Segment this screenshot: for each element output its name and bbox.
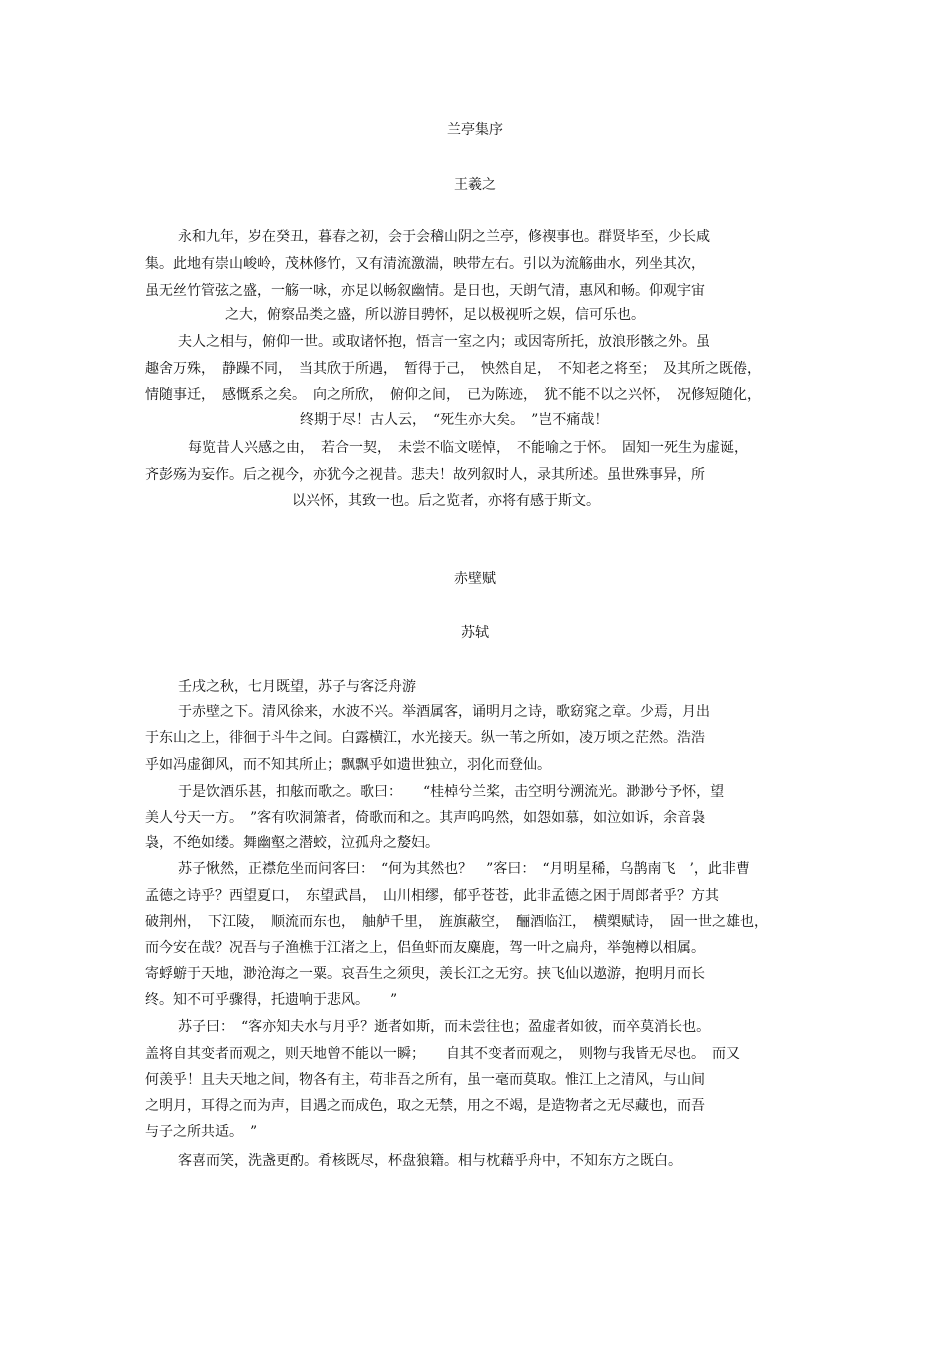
text-line: 孟德之诗乎？西望夏口， 东望武昌， 山川相缪，郁乎苍苍，此非孟德之困于周郎者乎？方其 [145, 888, 719, 904]
text-line: 以兴怀，其致一也。后之览者，亦将有感于斯文。 [292, 493, 600, 509]
essay2-author: 苏轼 [461, 625, 489, 641]
text-line: 苏子曰： “客亦知夫水与月乎？逝者如斯，而未尝往也；盈虚者如彼，而卒莫消长也。 [178, 1019, 711, 1035]
text-line: 于赤壁之下。清风徐来，水波不兴。举酒属客，诵明月之诗，歌窈窕之章。少焉，月出 [178, 704, 710, 720]
text-line: 苏子愀然，正襟危坐而问客曰： “何为其然也？ ”客曰： “月明星稀，乌鹊南飞 ’，此非曹 [178, 861, 750, 877]
text-line: 于是饮酒乐甚，扣舷而歌之。歌曰： “桂棹兮兰桨，击空明兮溯流光。渺渺兮予怀，望 [178, 784, 725, 800]
text-line: 客喜而笑，洗盏更酌。肴核既尽，杯盘狼籍。相与枕藉乎舟中，不知东方之既白。 [178, 1153, 682, 1169]
text-line: 之明月，耳得之而为声，目遇之而成色，取之无禁，用之不竭，是造物者之无尽藏也，而吾 [145, 1098, 705, 1114]
text-line: 永和九年，岁在癸丑，暮春之初，会于会稽山阴之兰亭，修禊事也。群贤毕至，少长咸 [178, 229, 710, 245]
essay1-title: 兰亭集序 [447, 122, 503, 138]
text-line: 集。此地有崇山峻岭，茂林修竹，又有清流激湍，映带左右。引以为流觞曲水，列坐其次， [145, 256, 705, 272]
text-line: 何羡乎！且夫天地之间，物各有主，苟非吾之所有，虽一毫而莫取。惟江上之清风，与山间 [145, 1072, 705, 1088]
text-line: 齐彭殇为妄作。后之视今，亦犹今之视昔。悲夫！故列叙时人，录其所述。虽世殊事异，所 [145, 467, 705, 483]
text-line: 每览昔人兴感之由， 若合一契， 未尝不临文嗟悼， 不能喻之于怀。 固知一死生为虚诞， [188, 440, 748, 456]
text-line: 壬戌之秋，七月既望，苏子与客泛舟游 [178, 679, 416, 695]
text-line: 乎如冯虚御风，而不知其所止；飘飘乎如遗世独立，羽化而登仙。 [145, 757, 551, 773]
text-line: 情随事迁， 感慨系之矣。 向之所欣， 俯仰之间， 已为陈迹， 犹不能不以之兴怀， 况修短随化， [145, 387, 761, 403]
text-line: 而今安在哉？况吾与子渔樵于江渚之上，侣鱼虾而友麋鹿，驾一叶之扁舟，举匏樽以相属。 [145, 940, 705, 956]
essay2-title: 赤壁赋 [454, 571, 496, 587]
essay1-author: 王羲之 [454, 177, 496, 193]
text-line: 终期于尽！古人云， “死生亦大矣。 ”岂不痛哉！ [300, 412, 609, 428]
text-line: 夫人之相与，俯仰一世。或取诸怀抱，悟言一室之内；或因寄所托，放浪形骸之外。虽 [178, 334, 710, 350]
text-line: 之大，俯察品类之盛，所以游目骋怀，足以极视听之娱，信可乐也。 [225, 307, 645, 323]
text-line: 趣舍万殊， 静躁不同， 当其欣于所遇， 暂得于己， 怏然自足， 不知老之将至； 及其所之既倦， [145, 361, 761, 377]
text-line: 虽无丝竹管弦之盛，一觞一咏，亦足以畅叙幽情。是日也，天朗气清，惠风和畅。仰观宇宙 [145, 283, 705, 299]
text-line: 于东山之上，徘徊于斗牛之间。白露横江，水光接天。纵一苇之所如，凌万顷之茫然。浩浩 [145, 730, 705, 746]
text-line: 袅，不绝如缕。舞幽壑之潜蛟，泣孤舟之嫠妇。 [145, 835, 439, 851]
text-line: 与子之所共适。 ” [145, 1124, 258, 1140]
text-line: 美人兮天一方。 ”客有吹洞箫者，倚歌而和之。其声呜呜然，如怨如慕，如泣如诉，余音袅 [145, 810, 706, 826]
text-line: 寄蜉蝣于天地，渺沧海之一粟。哀吾生之须臾，羡长江之无穷。挟飞仙以遨游，抱明月而长 [145, 966, 705, 982]
text-line: 盖将自其变者而观之，则天地曾不能以一瞬； 自其不变者而观之， 则物与我皆无尽也。 而又 [145, 1046, 740, 1062]
text-line: 破荆州， 下江陵， 顺流而东也， 舳舻千里， 旌旗蔽空， 酾酒临江， 横槊赋诗， 固一世之雄也， [145, 914, 768, 930]
text-line: 终。知不可乎骤得，托遗响于悲风。 ” [145, 992, 398, 1008]
